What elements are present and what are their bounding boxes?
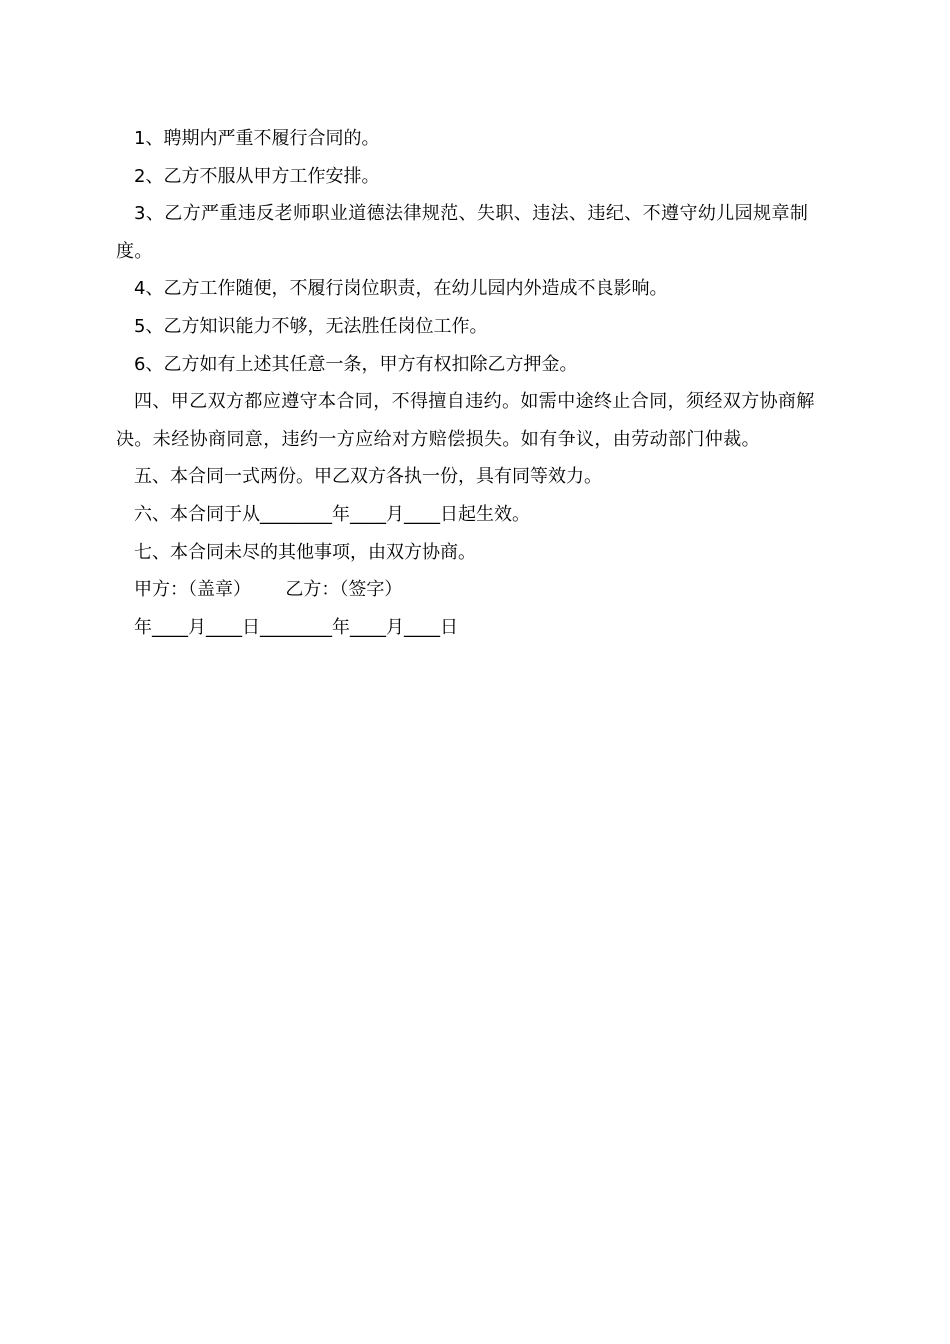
section-four: 四、甲乙双方都应遵守本合同，不得擅自违约。如需中途终止合同，须经双方协商解决。未经协商同意，违约一方应给对方赔偿损失。如有争议，由劳动部门仲裁。 (116, 391, 815, 450)
clause-2: 2、乙方不服从甲方工作安排。 (134, 165, 380, 187)
section-five: 五、本合同一式两份。甲乙双方各执一份，具有同等效力。 (134, 466, 602, 488)
clause-6: 6、乙方如有上述其任意一条，甲方有权扣除乙方押金。 (134, 353, 578, 375)
signature-parties: 甲方：（盖章） 乙方：（签字） (134, 579, 403, 601)
section-six: 六、本合同于从________年____月____日起生效。 (134, 503, 530, 525)
contract-body (116, 120, 836, 646)
clause-5: 5、乙方知识能力不够，无法胜任岗位工作。 (134, 315, 488, 337)
clause-1: 1、聘期内严重不履行合同的。 (134, 128, 380, 149)
section-seven: 七、本合同未尽的其他事项，由双方协商。 (134, 541, 476, 563)
clause-4: 4、乙方工作随便，不履行岗位职责，在幼儿园内外造成不良影响。 (134, 278, 668, 300)
signature-dates: 年____月____日________年____月____日 (134, 616, 458, 638)
clause-3: 3、乙方严重违反老师职业道德法律规范、失职、违法、违纪、不遵守幼儿园规章制度。 (116, 203, 809, 262)
